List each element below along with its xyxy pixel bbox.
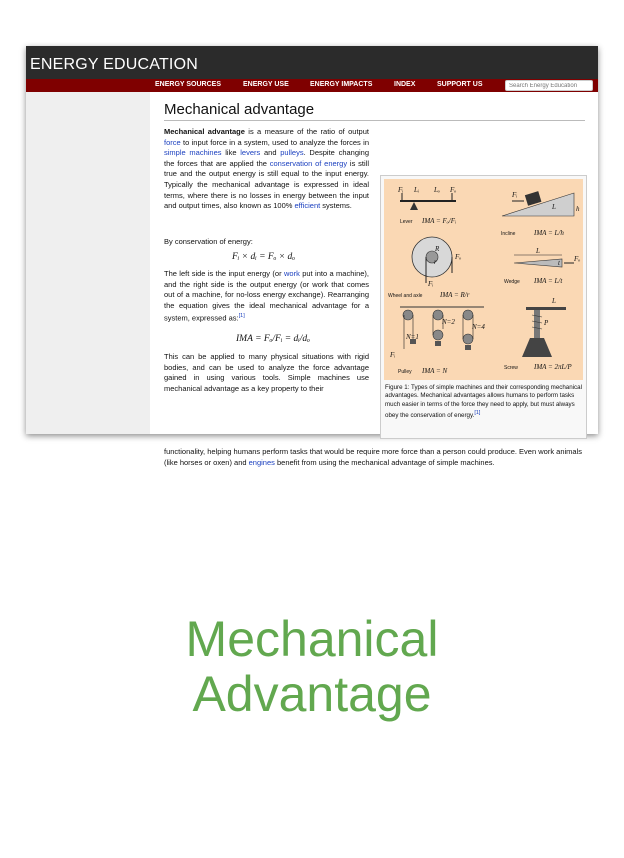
lever-fi-label: Fᵢ [398,186,404,194]
lever-diagram [397,186,456,225]
incline-label: Incline [501,231,516,237]
intro-paragraph: Mechanical advantage is a measure of the ratio of output force to input force in a system, used to analyze the forces in simple machines like levers and pulleys. Despite changing the forces that are applied the conservation of energy is still true and the output energy is still equal to the input energy. Typically the mechanical advantage is expressed in ideal terms, where there is no losses in energy between the input and output times, also known as 100% efficient systems. [164,127,370,211]
link-simple-machines[interactable]: simple machines [164,148,222,158]
slide-title [0,612,624,722]
reference-1[interactable]: [1] [238,313,245,320]
wheel-fo-label: Fₒ [455,253,462,261]
energy-equation: Fᵢ × dᵢ = Fₒ × dₒ [232,252,296,262]
main-nav [26,79,598,92]
pulley-n2-label: N=2 [442,318,455,326]
wheel-label: Wheel and axle [388,293,423,299]
wedge-diagram [504,247,580,285]
lever-label: Lever [400,219,413,225]
incline-h-label: h [576,205,580,213]
title-divider [164,120,585,121]
top-bar [26,46,598,79]
pulley-n1-label: N=1 [406,333,419,341]
pulley-fi-label: Fᵢ [390,351,396,359]
incline-ima: IMA = L/h [534,229,564,237]
screw-label: Screw [504,365,518,371]
caption-reference[interactable]: [1] [474,410,481,417]
screw-ima: IMA = 2πL/P [534,363,572,371]
nav-energy-use[interactable]: ENERGY USE [243,81,289,88]
conservation-line: By conservation of energy: [164,237,253,246]
wheel-ima: IMA = R/r [440,291,470,299]
screw-p-label: P [544,319,549,327]
incline-l-label: L [552,203,556,211]
left-sidebar [26,92,150,434]
article-screenshot [26,46,598,467]
wedge-label: Wedge [504,279,520,285]
nav-support-us[interactable]: SUPPORT US [437,81,483,88]
pulley-diagram [389,307,485,375]
link-levers[interactable]: levers [240,148,261,158]
lever-ima: IMA = Fₒ/Fᵢ [422,217,457,225]
pulley-n4-label: N=4 [472,323,485,331]
article-content [164,92,588,467]
nav-index[interactable]: INDEX [394,81,416,88]
wheel-r-small-label: r [434,258,437,266]
slide-title-line-1: Mechanical [185,611,439,667]
ima-equation: IMA = Fₒ/Fᵢ = dᵢ/dₒ [236,334,310,344]
nav-energy-sources[interactable]: ENERGY SOURCES [155,81,221,88]
nav-energy-impacts[interactable]: ENERGY IMPACTS [310,81,373,88]
wedge-t-label: t [558,259,560,267]
term-bold: Mechanical advantage [164,127,245,136]
link-pulleys[interactable]: pulleys [280,148,304,158]
link-efficient[interactable]: efficient [294,201,321,211]
screw-diagram [504,297,572,371]
figure-box [380,175,587,439]
incline-fi-label: Fᵢ [512,191,518,199]
incline-diagram [501,191,580,237]
site-brand[interactable]: ENERGY EDUCATION [30,56,198,73]
page-title: Mechanical advantage [164,101,315,118]
link-work[interactable]: work [283,269,300,278]
lever-lo-label: Lₒ [434,186,440,194]
simple-machines-diagram[interactable] [384,179,583,380]
pulley-ima: IMA = N [422,367,448,375]
wheel-r-big-label: R [435,245,440,253]
link-conservation-of-energy[interactable]: conservation of energy [269,158,348,168]
wedge-ima: IMA = L/t [534,277,563,285]
wedge-l-label: L [536,247,540,255]
application-paragraph: This can be applied to many physical situations with rigid bodies, and can be used to analyze the force advantage gained in using various tools. Simple machines use mechanical advantage as a key property to their [164,352,369,393]
wedge-fo-label: Fₒ [574,255,581,263]
search-input[interactable] [505,80,593,91]
lever-fo-label: Fₒ [450,186,457,194]
functionality-paragraph: functionality, helping humans perform tasks that would be require more force than a person could produce. Even work animals (like horses or oxen) and engines benefit from using the mechanical advantage of simple machines. [164,447,583,467]
link-engines[interactable]: engines [248,457,275,467]
wheel-and-axle-diagram [388,237,470,299]
derivation-paragraph: The left side is the input energy (or work put into a machine), and the right side is the output energy (or work that comes out of a machine, for no-loss energy exchange). Rearranging the equation gives the ideal mechanical advantage for a system, expressed as:[1] [164,269,369,323]
pulley-label: Pulley [398,369,412,375]
link-force[interactable]: force [164,137,181,147]
lever-li-label: Lᵢ [414,186,420,194]
figure-caption: Figure 1: Types of simple machines and their corresponding mechanical advantages. Mechanical advantages allows humans to perform tasks much easier in terms of the force they need to apply, but must always obey the conservation of energy.[1] [385,384,582,420]
wheel-fi-label: Fᵢ [428,280,434,288]
slide-title-line-2: Advantage [192,666,432,722]
screw-l-label: L [552,297,556,305]
